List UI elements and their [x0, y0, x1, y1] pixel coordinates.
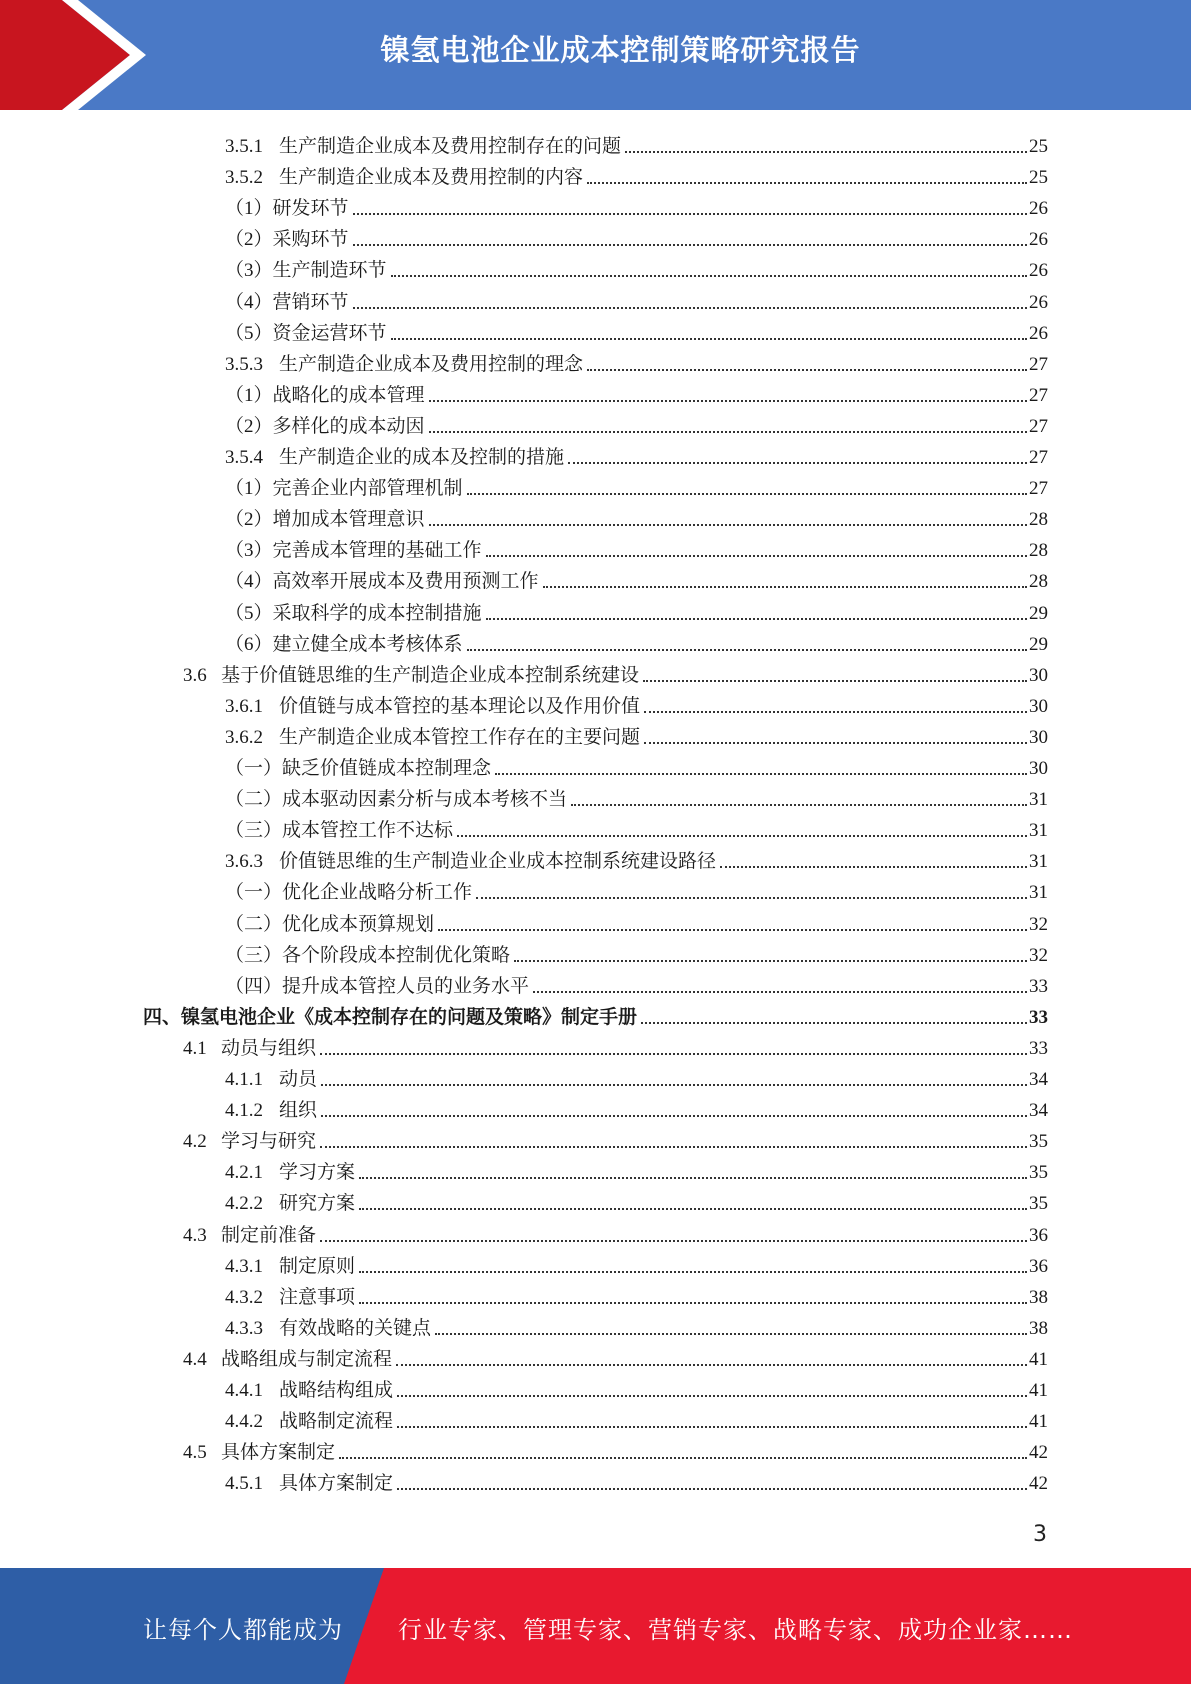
toc-entry-number: （5）	[225, 322, 273, 344]
toc-entry-number: （三）	[225, 944, 283, 966]
toc-entry-leader-dots	[435, 1333, 1027, 1335]
toc-entry-number: （5）	[225, 602, 273, 624]
toc-entry-page: 41	[1029, 1411, 1048, 1433]
page-footer	[0, 1568, 1191, 1684]
toc-entry-number: 4.4.2	[225, 1411, 263, 1433]
toc-entry[interactable]	[225, 1092, 1048, 1123]
toc-entry-page: 41	[1029, 1348, 1048, 1370]
toc-entry-number: （1）	[225, 384, 273, 406]
toc-entry-label: 战略化的成本管理	[272, 384, 425, 406]
toc-entry-leader-dots	[359, 1177, 1027, 1179]
toc-entry-label: 动员与组织	[221, 1037, 317, 1059]
toc-entry-page: 32	[1029, 944, 1048, 966]
toc-entry-leader-dots	[720, 866, 1027, 868]
toc-entry[interactable]	[183, 1217, 1048, 1248]
toc-entry-label: 生产制造环节	[272, 260, 387, 282]
toc-entry-number: 3.6.2	[225, 726, 263, 748]
toc-entry-number: （一）	[225, 758, 283, 779]
toc-entry-leader-dots	[643, 680, 1027, 682]
toc-entry[interactable]	[225, 128, 1048, 159]
toc-entry-label: 组织	[279, 1100, 318, 1122]
toc-entry-label: 具体方案制定	[221, 1442, 336, 1464]
toc-entry-page: 27	[1029, 478, 1048, 500]
toc-entry-label: 生产制造企业成本及费用控制的内容	[279, 167, 584, 189]
toc-entry-number: 3.6.1	[225, 695, 263, 717]
toc-entry-number: 3.5.3	[225, 353, 263, 375]
toc-entry-page: 26	[1029, 322, 1048, 344]
toc-entry-label: 多样化的成本动因	[272, 415, 425, 437]
toc-entry-number: 4.3	[183, 1224, 207, 1246]
toc-entry-page: 30	[1029, 664, 1048, 686]
toc-entry-label: 有效战略的关键点	[279, 1317, 432, 1339]
toc-entry-leader-dots	[429, 524, 1027, 526]
toc-entry[interactable]	[225, 563, 1048, 594]
toc-entry-leader-dots	[476, 897, 1027, 899]
toc-entry-page: 33	[1029, 1037, 1048, 1059]
toc-entry-number: 4.1.2	[225, 1100, 263, 1122]
toc-entry-label: 具体方案制定	[279, 1473, 394, 1495]
toc-entry-leader-dots	[568, 462, 1027, 464]
toc-entry-leader-dots	[391, 338, 1027, 340]
toc-entry[interactable]	[143, 999, 1048, 1030]
toc-entry-leader-dots	[467, 493, 1027, 495]
toc-entry-leader-dots	[321, 1115, 1027, 1117]
footer-slogan: 让每个人都能成为	[143, 1616, 343, 1644]
toc-entry-number: （6）	[225, 633, 273, 655]
toc-entry-page: 33	[1029, 975, 1048, 997]
toc-entry-page: 29	[1029, 602, 1048, 624]
toc-entry-page: 32	[1029, 913, 1048, 935]
toc-entry-label: 高效率开展成本及费用预测工作	[272, 571, 539, 593]
toc-entry[interactable]	[225, 688, 1048, 719]
toc-entry-leader-dots	[486, 555, 1027, 557]
toc-entry-label: 增加成本管理意识	[272, 509, 425, 531]
toc-entry-page: 26	[1029, 198, 1048, 220]
toc-entry[interactable]	[225, 874, 1048, 905]
toc-entry-leader-dots	[644, 711, 1027, 713]
toc-entry-page: 42	[1029, 1442, 1048, 1464]
toc-entry-number: （一）	[225, 882, 283, 904]
toc-entry-number: 4.3.3	[225, 1317, 263, 1339]
toc-entry[interactable]	[225, 532, 1048, 563]
toc-entry-number: 4.4	[183, 1348, 207, 1370]
toc-entry[interactable]	[225, 1465, 1048, 1496]
toc-entry-page: 28	[1029, 571, 1048, 593]
toc-entry-number: 4.1.1	[225, 1069, 263, 1090]
document-title: 镍氢电池企业成本控制策略研究报告	[380, 33, 861, 67]
toc-entry-number: （1）	[225, 198, 273, 220]
toc-entry-number: 4.2.2	[225, 1193, 263, 1215]
toc-entry-page: 42	[1029, 1473, 1048, 1495]
toc-entry-leader-dots	[397, 1426, 1027, 1428]
page-number: 3	[1033, 1522, 1047, 1547]
toc-entry-leader-dots	[391, 275, 1027, 277]
toc-entry-label: 缺乏价值链成本控制理念	[282, 758, 492, 779]
toc-entry-leader-dots	[396, 1364, 1027, 1366]
toc-entry-leader-dots	[353, 307, 1027, 309]
toc-entry-leader-dots	[571, 804, 1027, 806]
toc-entry-leader-dots	[359, 1302, 1027, 1304]
toc-entry-page: 27	[1029, 353, 1048, 375]
toc-entry-page: 33	[1029, 1006, 1048, 1028]
toc-entry-leader-dots	[397, 1488, 1027, 1490]
toc-entry[interactable]	[225, 408, 1048, 439]
toc-entry-page: 26	[1029, 260, 1048, 282]
toc-entry-leader-dots	[644, 742, 1027, 744]
toc-entry-page: 28	[1029, 540, 1048, 562]
toc-entry-label: 镍氢电池企业《成本控制存在的问题及策略》制定手册	[181, 1006, 638, 1028]
toc-entry-leader-dots	[514, 960, 1027, 962]
toc-entry-page: 35	[1029, 1131, 1048, 1153]
toc-entry-label: 研究方案	[279, 1193, 356, 1215]
toc-entry-label: 提升成本管控人员的业务水平	[282, 975, 530, 997]
toc-entry[interactable]	[225, 750, 1048, 781]
toc-entry-leader-dots	[429, 400, 1027, 402]
toc-entry-page: 28	[1029, 509, 1048, 531]
toc-entry-page: 34	[1029, 1100, 1048, 1122]
toc-entry[interactable]	[225, 377, 1048, 408]
toc-entry[interactable]	[225, 190, 1048, 221]
toc-entry-page: 36	[1029, 1224, 1048, 1246]
toc-entry[interactable]	[225, 346, 1048, 377]
toc-entry[interactable]	[225, 439, 1048, 470]
toc-entry-leader-dots	[587, 182, 1027, 184]
toc-entry-label: 制定前准备	[221, 1224, 317, 1246]
toc-entry-page: 30	[1029, 758, 1048, 779]
toc-entry-leader-dots	[359, 1271, 1027, 1273]
toc-entry[interactable]	[225, 1248, 1048, 1279]
toc-entry[interactable]	[225, 315, 1048, 346]
toc-entry-page: 31	[1029, 882, 1048, 904]
toc-entry-leader-dots	[429, 431, 1027, 433]
toc-entry-label: 建立健全成本考核体系	[272, 633, 463, 655]
toc-entry-page: 27	[1029, 415, 1048, 437]
toc-entry-label: 优化成本预算规划	[282, 913, 435, 935]
toc-entry-label: 采购环节	[272, 229, 349, 251]
toc-entry-number: （2）	[225, 229, 273, 251]
toc-entry-page: 31	[1029, 851, 1048, 873]
toc-entry[interactable]	[183, 1341, 1048, 1372]
toc-entry-number: （3）	[225, 540, 273, 562]
toc-entry-number: 4.2	[183, 1131, 207, 1153]
toc-entry-label: 生产制造企业成本管控工作存在的主要问题	[279, 726, 641, 748]
toc-entry[interactable]	[225, 968, 1048, 999]
toc-entry[interactable]	[225, 1403, 1048, 1434]
toc-entry-label: 生产制造企业成本及费用控制的理念	[279, 353, 584, 375]
toc-entry-number: （二）	[225, 913, 283, 935]
toc-entry[interactable]	[225, 284, 1048, 315]
toc-entry-leader-dots	[353, 213, 1027, 215]
toc-entry[interactable]	[225, 1279, 1048, 1310]
toc-entry-number: （4）	[225, 571, 273, 593]
toc-entry-leader-dots	[533, 991, 1027, 993]
toc-entry-page: 30	[1029, 695, 1048, 717]
toc-entry-leader-dots	[625, 151, 1027, 153]
toc-entry-page: 29	[1029, 633, 1048, 655]
toc-entry-page: 27	[1029, 447, 1048, 468]
toc-entry-page: 38	[1029, 1286, 1048, 1308]
toc-entry[interactable]	[225, 843, 1048, 874]
toc-entry-leader-dots	[359, 1208, 1027, 1210]
toc-entry-leader-dots	[339, 1457, 1027, 1459]
toc-entry-label: 战略制定流程	[279, 1411, 394, 1433]
toc-entry[interactable]	[225, 159, 1048, 190]
toc-entry-number: （3）	[225, 260, 273, 282]
toc-entry-number: 3.5.2	[225, 167, 263, 189]
toc-entry-number: 4.1	[183, 1037, 207, 1059]
footer-roles: 行业专家、管理专家、营销专家、战略专家、成功企业家……	[398, 1616, 1073, 1644]
toc-entry[interactable]	[225, 1310, 1048, 1341]
toc-entry-label: 成本管控工作不达标	[282, 820, 454, 842]
toc-entry[interactable]	[225, 719, 1048, 750]
toc-entry-page: 35	[1029, 1193, 1048, 1215]
toc-entry-leader-dots	[641, 1022, 1027, 1024]
toc-entry-label: 生产制造企业的成本及控制的措施	[279, 447, 565, 468]
toc-entry-leader-dots	[486, 618, 1027, 620]
toc-entry[interactable]	[183, 1030, 1048, 1061]
toc-entry[interactable]	[225, 501, 1048, 532]
toc-entry-label: 战略结构组成	[279, 1380, 394, 1401]
toc-entry[interactable]	[225, 1372, 1048, 1403]
toc-entry-label: 成本驱动因素分析与成本考核不当	[282, 789, 568, 811]
toc-entry-leader-dots	[397, 1395, 1027, 1397]
toc-entry-leader-dots	[457, 835, 1027, 837]
toc-entry[interactable]	[183, 657, 1048, 688]
toc-entry-number: （1）	[225, 478, 273, 500]
toc-entry-label: 生产制造企业成本及费用控制存在的问题	[279, 136, 622, 157]
toc-entry-page: 25	[1029, 167, 1048, 189]
toc-entry-number: （2）	[225, 415, 273, 437]
toc-entry-number: （4）	[225, 291, 273, 313]
toc-entry-number: 4.5.1	[225, 1473, 263, 1495]
toc-entry-leader-dots	[320, 1053, 1027, 1055]
toc-entry-label: 制定原则	[279, 1255, 356, 1277]
toc-entry-page: 34	[1029, 1069, 1048, 1090]
toc-entry-number: 4.3.2	[225, 1286, 263, 1308]
toc-entry-page: 26	[1029, 291, 1048, 313]
toc-entry-number: 3.6	[183, 664, 207, 686]
page-header	[0, 0, 1191, 110]
toc-entry-number: 4.2.1	[225, 1162, 263, 1184]
toc-entry[interactable]	[225, 221, 1048, 252]
toc-entry-leader-dots	[495, 773, 1027, 775]
toc-entry[interactable]	[225, 812, 1048, 843]
toc-entry-leader-dots	[320, 1240, 1027, 1242]
toc-entry[interactable]	[225, 1061, 1048, 1092]
toc-entry[interactable]	[225, 626, 1048, 657]
toc-entry-leader-dots	[543, 586, 1027, 588]
toc-entry-label: 价值链思维的生产制造业企业成本控制系统建设路径	[279, 851, 717, 873]
toc-entry-number: 3.6.3	[225, 851, 263, 873]
toc-entry-label: 资金运营环节	[272, 322, 387, 344]
toc-entry-label: 营销环节	[272, 291, 349, 313]
toc-entry-label: 完善成本管理的基础工作	[272, 540, 482, 562]
toc-entry-number: （三）	[225, 820, 283, 842]
toc-entry-leader-dots	[353, 244, 1027, 246]
toc-entry-leader-dots	[587, 369, 1027, 371]
toc-entry-page: 30	[1029, 726, 1048, 748]
toc-entry-leader-dots	[320, 1146, 1027, 1148]
toc-entry-page: 25	[1029, 136, 1048, 157]
toc-entry[interactable]	[225, 252, 1048, 283]
toc-entry-label: 优化企业战略分析工作	[282, 882, 473, 904]
toc-entry-page: 36	[1029, 1255, 1048, 1277]
toc-entry-page: 41	[1029, 1380, 1048, 1401]
toc-entry-label: 采取科学的成本控制措施	[272, 602, 482, 624]
toc-entry-page: 31	[1029, 820, 1048, 842]
toc-entry-page: 26	[1029, 229, 1048, 251]
toc-entry-leader-dots	[321, 1084, 1027, 1086]
toc-entry-label: 注意事项	[279, 1286, 356, 1308]
toc-entry-number: （二）	[225, 789, 283, 811]
toc-entry-label: 学习方案	[279, 1162, 356, 1184]
toc-entry[interactable]	[225, 1185, 1048, 1216]
toc-entry-number: 3.5.1	[225, 136, 263, 157]
toc-entry-label: 学习与研究	[221, 1131, 317, 1153]
toc-entry-number: 4.4.1	[225, 1380, 263, 1401]
toc-entry-page: 31	[1029, 789, 1048, 811]
toc-entry-label: 基于价值链思维的生产制造企业成本控制系统建设	[221, 664, 640, 686]
toc-entry-label: 各个阶段成本控制优化策略	[282, 944, 511, 966]
toc-entry-label: 动员	[279, 1069, 318, 1090]
toc-entry[interactable]	[183, 1123, 1048, 1154]
toc-entry-leader-dots	[467, 649, 1027, 651]
toc-entry-page: 35	[1029, 1162, 1048, 1184]
toc-entry[interactable]	[225, 781, 1048, 812]
toc-entry[interactable]	[225, 595, 1048, 626]
toc-entry-leader-dots	[438, 929, 1027, 931]
toc-entry-label: 战略组成与制定流程	[221, 1348, 393, 1370]
toc-entry-number: 4.3.1	[225, 1255, 263, 1277]
toc-entry-number: 四、	[143, 1006, 182, 1028]
toc-entry[interactable]	[225, 470, 1048, 501]
toc-entry-page: 27	[1029, 384, 1048, 406]
toc-entry-number: （2）	[225, 509, 273, 531]
toc-entry-number: 4.5	[183, 1442, 207, 1464]
toc-entry[interactable]	[183, 1434, 1048, 1465]
toc-entry-label: 价值链与成本管控的基本理论以及作用价值	[279, 695, 641, 717]
toc-entry-number: （四）	[225, 975, 283, 997]
toc-entry[interactable]	[225, 1154, 1048, 1185]
toc-entry-page: 38	[1029, 1317, 1048, 1339]
toc-entry-number: 3.5.4	[225, 447, 263, 468]
toc-entry-label: 完善企业内部管理机制	[272, 478, 463, 500]
toc-entry[interactable]	[225, 937, 1048, 968]
toc-entry-label: 研发环节	[272, 198, 349, 220]
toc-entry[interactable]	[225, 906, 1048, 937]
